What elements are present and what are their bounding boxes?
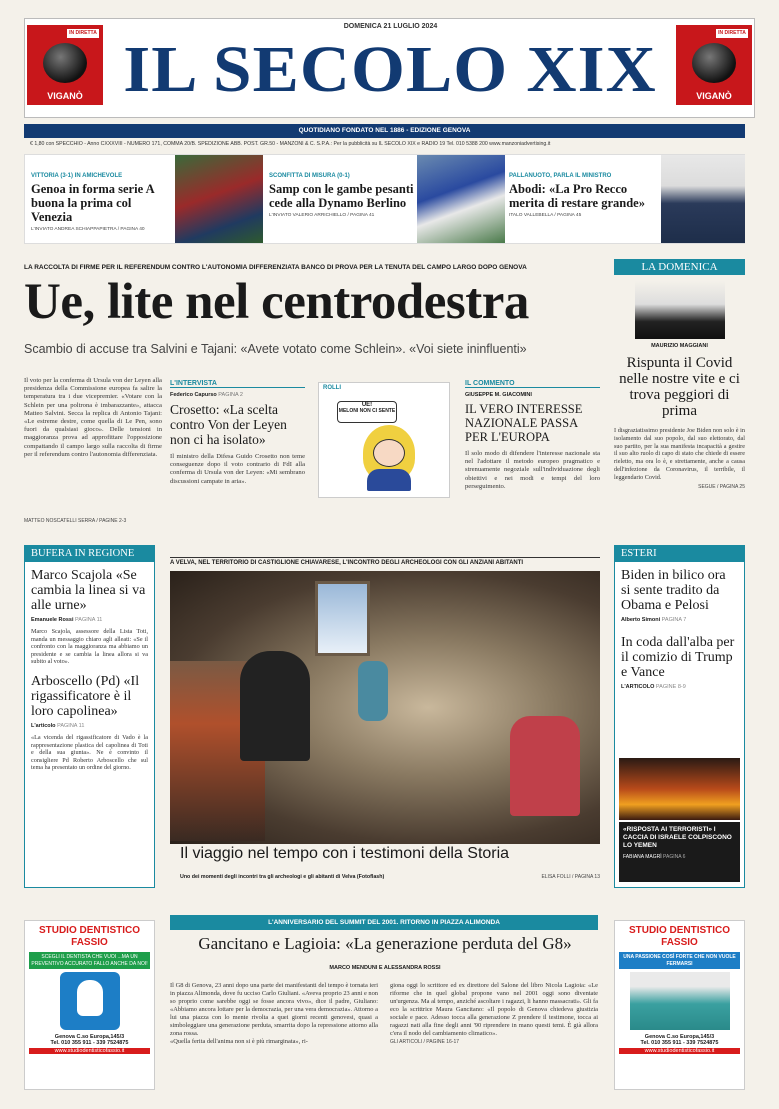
issue-date: DOMENICA 21 LUGLIO 2024 — [343, 23, 438, 30]
teaser-headline: Samp con le gambe pesanti cede alla Dynamo Berlino — [269, 182, 414, 210]
esteri-author-2: L'ARTICOLO — [621, 684, 655, 690]
bufera-author-1: Emanuele Rossi — [31, 617, 74, 623]
teaser-byline: L'INVIATO VALERIO ARRICHIELLO / PAGINA 41 — [269, 213, 375, 218]
g8-authors: MARCO MENDUNI E ALESSANDRA ROSSI — [329, 965, 441, 971]
teaser-byline: ITALO VALLEBELLA / PAGINA 45 — [509, 213, 582, 218]
ad-right-name: STUDIO DENTISTICO FASSIO — [628, 925, 731, 948]
genoa-match-photo — [175, 155, 263, 243]
bufera-headline-2: Arboscello (Pd) «Il rigassificatore è il loro capolinea» — [31, 673, 140, 719]
tooth-icon — [60, 972, 120, 1030]
esteri-label: ESTERI — [615, 546, 744, 562]
cartoon-box — [318, 382, 450, 498]
ad-left-tel: Tel. 010 355 911 - 339 7524875 — [50, 1040, 129, 1046]
g8-col2-text: giona oggi lo scrittore ed ex direttore del Salone del libro Nicola Lagioia: «Le riforme che in quel global propone vano nel 2001 oggi sono diventate un'urgenza. Ma al tempo, anziché ascoltare i ragazzi, li hanno massacrati». Gli fa eco la scrittrice Maura Gancitano: «Il popolo di Genova chiedeva giustizia sociale e pace. Adesso tocca alla generazione Z prendere il testimone, tocca ai ragazzi nati alla fine degli anni '90 riprendere in mano questi temi. È già allora c'era il nodo del cambiamento climatico». — [390, 982, 598, 1037]
interview-label: L'INTERVISTA — [170, 380, 305, 388]
teaser-kicker: VITTORIA (3-1) IN AMICHEVOLE — [31, 173, 123, 179]
person-seated — [240, 651, 310, 761]
photo-byline: ELISA FOLLI / PAGINA 13 — [541, 874, 600, 880]
samp-match-photo — [417, 155, 505, 243]
interview-author: Federico Capurso — [170, 392, 217, 398]
photo-caption: Uno dei momenti degli incontri tra gli archeologi e gli abitanti di Velva (Fotoflash) — [180, 874, 385, 880]
g8-col2-end: GLI ARTICOLI / PAGINE 16-17 — [390, 1039, 460, 1045]
helmet-icon — [43, 43, 87, 83]
teaser-genoa[interactable] — [31, 173, 171, 232]
ad-right-addr: Genova C.so Europa,145/3 — [644, 1034, 715, 1040]
author-portrait — [635, 281, 725, 339]
teaser-strip — [24, 154, 745, 244]
bufera-author-line-2 — [31, 723, 148, 729]
esteri-page-1: PAGINA 7 — [661, 617, 687, 623]
ad-left-tag: SCEGLI IL DENTISTA CHE VUOI ...MA UN PREVENTIVO ACCURATO FALLO ANCHE DA NOI! — [29, 952, 150, 969]
ad-left-web: www.studiodentisticofassio.it — [29, 1048, 150, 1054]
tooth-shape — [77, 980, 103, 1016]
bufera-column[interactable] — [24, 545, 155, 888]
dentists-photo — [630, 972, 730, 1030]
live-badge: IN DIRETTA — [67, 29, 99, 38]
brand-logo-right[interactable] — [676, 25, 752, 105]
teaser-procco[interactable] — [509, 173, 659, 218]
domenica-headline: Rispunta il Covid nelle nostre vite e ci trova peggiori di prima — [619, 355, 740, 419]
yemen-author-line — [623, 854, 736, 860]
interview-author-line — [170, 392, 305, 398]
comment-author: GIUSEPPE M. GIACOMINI — [465, 392, 532, 398]
esteri-page-2: PAGINE 8-9 — [655, 684, 686, 690]
g8-col1-end: «Quella ferita dell'anima non si è più rimarginata», ri- — [170, 1038, 308, 1045]
domenica-body: I disgraziatissimo presidente Joe Biden non solo è in isolamento dal suo popolo, dal suo elettorato, dal suo partito, per la sua manifesta incapacità a gestire il suo alto ruolo di capo di stato che chiede di essere rieletto, ma ora lo è, e strettamente, anche a causa dell'infezione da Coronavirus, il terribile, il leggendario Covid. — [614, 427, 745, 481]
lead-subhead: Scambio di accuse tra Salvini e Tajani: «Avete votato come Schlein». «Voi siete ininfluenti» — [24, 342, 527, 356]
newspaper-title: IL SECOLO XIX — [123, 33, 657, 106]
domenica-label: LA DOMENICA — [614, 259, 745, 275]
interview-column[interactable] — [170, 380, 305, 486]
comment-headline: IL VERO INTERESSE NAZIONALE PASSA PER L'EUROPA — [465, 402, 583, 444]
esteri-column[interactable] — [614, 545, 745, 888]
g8-kicker: L'ANNIVERSARIO DEL SUMMIT DEL 2001. RITORNO IN PIAZZA ALIMONDA — [170, 915, 598, 930]
comment-body: Il solo modo di difendere l'interesse nazionale sta nel l'adottare il metodo europeo pragmatico e strenuamente negoziale sull'individuazione degli obiettivi e nei modi e tempi del loro perseguimento. — [465, 450, 600, 490]
bufera-page-1: PAGINA 11 — [75, 617, 103, 623]
ad-right-web: www.studiodentisticofassio.it — [619, 1048, 740, 1054]
bufera-label: BUFERA IN REGIONE — [25, 546, 154, 562]
photo-kicker: A VELVA, NEL TERRITORIO DI CASTIGLIONE CHIAVARESE, L'INCONTRO DEGLI ARCHEOLOGI CON GLI ANZIANI ABITANTI — [170, 557, 600, 566]
cartoon-face-icon — [373, 439, 405, 467]
domenica-page: SEGUE / PAGINA 25 — [698, 483, 745, 490]
bufera-author-line — [31, 617, 148, 623]
live-badge-right: IN DIRETTA — [716, 29, 748, 38]
brand-name-left: VIGANÒ — [47, 91, 83, 101]
yemen-page: PAGINA 6 — [663, 854, 686, 860]
brand-logo-left[interactable] — [27, 25, 103, 105]
window-shape — [315, 581, 370, 656]
price-line: € 1,80 con SPECCHIO - Anno CXXXVIII - NUMERO 171, COMMA 20/B. SPEDIZIONE ABB. POST. GR.50 - MANZONI & C. S.P.A.: Per la pubblicità su IL SECOLO XIX e RADIO 19 Tel. 010 5388 200 www.manzoniadvertising.it — [30, 141, 551, 147]
esteri-content — [615, 562, 744, 696]
comment-label: IL COMMENTO — [465, 380, 600, 388]
comment-column[interactable] — [465, 380, 600, 491]
bufera-content — [25, 562, 154, 778]
yemen-headline: «RISPOSTA AI TERRORISTI» I CACCIA DI ISRAELE COLPISCONO LO YEMEN — [623, 826, 732, 849]
g8-column-2 — [390, 982, 598, 1046]
bufera-page-2: PAGINA 11 — [57, 722, 85, 729]
speech-bubble — [337, 401, 397, 423]
teaser-headline: Genoa in forma serie A buona la prima col Venezia — [31, 182, 154, 224]
g8-headline[interactable]: Gancitano e Lagioia: «La generazione perduta del G8» — [198, 934, 572, 953]
photo-headline: Il viaggio nel tempo con i testimoni della Storia — [180, 845, 510, 862]
ad-right-tag: UNA PASSIONE COSÌ FORTE CHE NON VUOLE FERMARSI — [619, 952, 740, 969]
teaser-samp[interactable] — [269, 173, 414, 218]
esteri-headline-1: Biden in bilico ora si sente tradito da Obama e Pelosi — [621, 568, 726, 613]
esteri-author-1: Alberto Simoni — [621, 617, 661, 623]
domenica-author: MAURIZIO MAGGIANI — [651, 343, 708, 349]
elders-photo[interactable] — [170, 571, 600, 844]
teaser-headline: Abodi: «La Pro Recco merita di restare grande» — [509, 182, 645, 210]
esteri-headline-2: In coda dall'alba per il comizio di Trump e Vance — [621, 635, 735, 680]
tagline-bar: QUOTIDIANO FONDATO NEL 1886 - EDIZIONE GENOVA — [24, 124, 745, 138]
cartoon-text-meloni: MELONI NON CI SENTE — [338, 408, 396, 414]
interview-page: PAGINA 2 — [218, 392, 243, 398]
yemen-photo — [619, 758, 740, 820]
cartoon-label: ROLLI — [323, 385, 341, 391]
yemen-author: FABIANA MAGRÌ — [623, 854, 662, 860]
minister-photo — [661, 155, 745, 243]
cartoon-text-ue: UE! — [361, 402, 373, 408]
bufera-author-2: L'articolo — [31, 722, 56, 729]
teaser-kicker: SCONFITTA DI MISURA (0-1) — [269, 173, 350, 179]
esteri-author-line-2 — [621, 684, 738, 690]
cartoon-body-icon — [367, 469, 411, 491]
ad-right-tel: Tel. 010 355 911 - 339 7524875 — [640, 1040, 719, 1046]
brand-name-right: VIGANÒ — [696, 91, 732, 101]
ad-left[interactable] — [24, 920, 155, 1090]
masthead — [24, 18, 755, 118]
lead-byline: MATTEO NOSCATELLI SERRA / PAGINE 2-3 — [24, 518, 127, 524]
bufera-headline-1: Marco Scajola «Se cambia la linea si va alle urne» — [31, 568, 146, 613]
g8-col1-text: Il G8 di Genova, 23 anni dopo una parte dei manifestanti del tempo è tornata ieri in piazza Alimonda, dove fu ucciso Carlo Giuliani. «Aveva proprio 23 anni e non so proprio come sarebbe oggi se fosse ancora vivo», dice il padre, Giuliano: «Abbiamo ancora lottare per la democrazia, per una vera democrazia». Attorno a lui una piazza con lo mente rivolta a quei giorni recenti genovesi, quasi a simboleggiare una generazione perduta, smarrita dopo la repressione attorno alla zona rossa. — [170, 982, 378, 1037]
g8-column-1 — [170, 982, 378, 1046]
interview-headline: Crosetto: «La scelta contro Von der Leyen non ci ha isolato» — [170, 402, 287, 447]
person-right — [510, 716, 580, 816]
bufera-body-1: Marco Scajola, assessore della Lista Toti, manda un messaggio chiaro agli alleati: «Se il confronto con la maggioranza ma abbiamo un presidente e se cambia la linea allora si va subito al voto». — [31, 628, 148, 666]
ad-right[interactable] — [614, 920, 745, 1090]
person-blue — [358, 661, 388, 721]
yemen-box — [619, 822, 740, 882]
lead-kicker: LA RACCOLTA DI FIRME PER IL REFERENDUM CONTRO L'AUTONOMIA DIFFERENZIATA BANCO DI PROVA PER LA TENUTA DEL CAMPO LARGO DOPO GENOVA — [24, 264, 527, 271]
helmet-icon — [692, 43, 736, 83]
lead-headline[interactable]: Ue, lite nel centrodestra — [24, 274, 529, 330]
ad-left-name: STUDIO DENTISTICO FASSIO — [38, 925, 141, 948]
interview-body: Il ministro della Difesa Guido Crosetto non teme conseguenze dopo il voto contrario di FdI alla conferma di Ursula von der Leyen: «Mi sembrano discussioni campate in aria». — [170, 453, 305, 485]
bufera-body-2: «La vicenda del rigassificatore di Vado è la rappresentazione plastica del capolinea di Toti e della sua giunta». Ne è convinto il consigliere Pd Roberto Arboscello che sul tema ha presentato un ordine del giorno. — [31, 733, 148, 772]
teaser-kicker: PALLANUOTO, PARLA IL MINISTRO — [509, 173, 612, 179]
lead-body: Il voto per la conferma di Ursula von der Leyen alla presidenza della Commissione europea fa salire la temperatura tra i due vicepremier. «Votare con la Schlein per una poltrona è imbarazzante», attacca Matteo Salvini. Secca la replica di Antonio Tajani: «Le estreme destre, come quella di Le Pen, sono fuori da qualsiasi gioco». Delle tensioni in maggioranza prova ad approfittare l'opposizione compattando il campo largo sulla raccolta di firme per il referendum contro l'autonomia differenziata. — [24, 377, 162, 458]
esteri-author-line — [621, 617, 738, 623]
ad-left-addr: Genova C.so Europa,145/3 — [54, 1034, 125, 1040]
teaser-byline: L'INVIATO ANDREA SCHIAPPAPIETRA / PAGINA 40 — [31, 227, 145, 232]
domenica-column[interactable] — [614, 259, 745, 490]
cartoon-drawing — [327, 395, 443, 495]
